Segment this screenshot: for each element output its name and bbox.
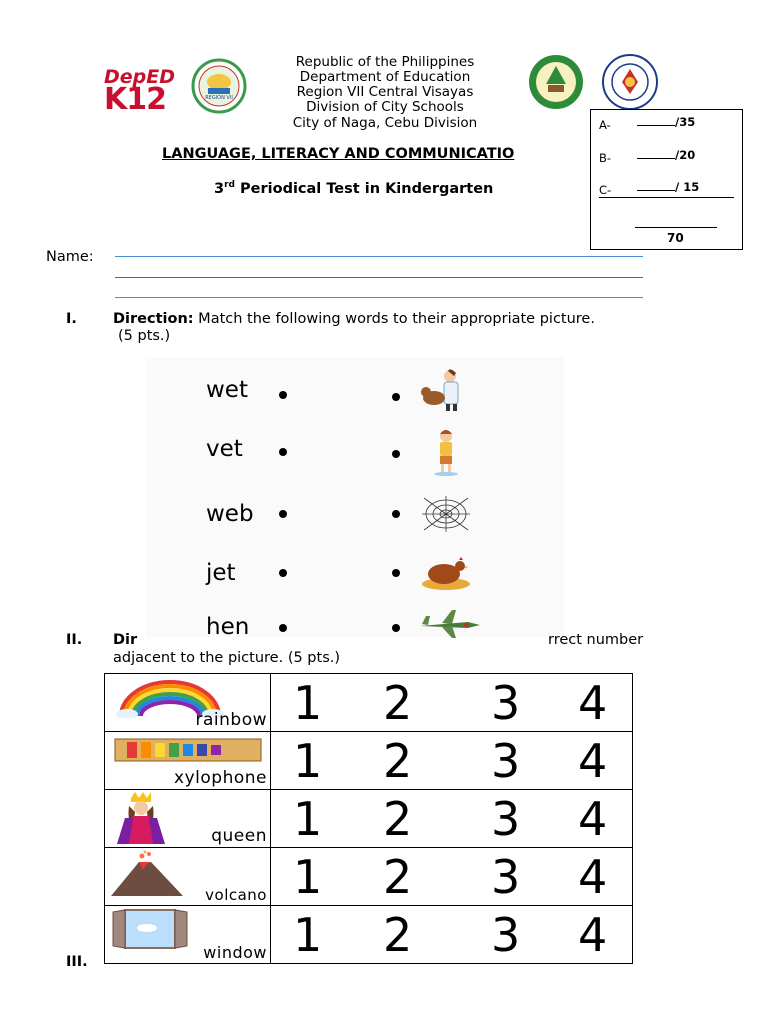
picture-dot-2[interactable] <box>392 450 400 458</box>
table-row <box>105 790 633 848</box>
word-dot-5[interactable] <box>279 624 287 632</box>
table-row <box>105 732 633 790</box>
number-option-4[interactable]: 4 <box>578 676 608 730</box>
number-cell <box>271 674 633 732</box>
name-line-top <box>115 256 643 257</box>
section1-direction <box>113 311 595 327</box>
number-option-1[interactable]: 1 <box>293 734 323 788</box>
match-word-3: web <box>206 501 254 527</box>
picture-label: queen <box>211 826 267 846</box>
score-label: B- <box>599 151 612 165</box>
deped-seal <box>600 54 660 110</box>
score-total-line <box>635 227 717 228</box>
jet-picture <box>418 608 474 648</box>
number-cell <box>271 906 633 964</box>
section2-direction-end: rrect number <box>548 632 644 648</box>
volcano-picture <box>109 850 185 898</box>
picture-cell-volcano <box>105 848 271 906</box>
score-divider <box>599 197 734 198</box>
word-dot-3[interactable] <box>279 510 287 518</box>
blank-line <box>637 115 675 126</box>
name-line-mid <box>115 277 643 278</box>
picture-cell-window <box>105 906 271 964</box>
number-option-3[interactable]: 3 <box>491 734 521 788</box>
score-row-c <box>599 183 611 197</box>
number-option-4[interactable]: 4 <box>578 850 608 904</box>
number-option-4[interactable]: 4 <box>578 792 608 846</box>
score-max: / 15 <box>675 180 700 194</box>
number-option-3[interactable]: 3 <box>491 676 521 730</box>
direction-text: Match the following words to their appropriate picture. <box>193 311 595 327</box>
vet-with-dog-picture <box>418 368 474 408</box>
picture-label: xylophone <box>174 768 267 788</box>
score-value-a <box>637 115 695 129</box>
score-value-c <box>637 180 699 194</box>
score-max: /35 <box>675 115 696 129</box>
score-label: A- <box>599 118 611 132</box>
number-option-1[interactable]: 1 <box>293 792 323 846</box>
score-value-b <box>637 148 695 162</box>
subtitle-prefix: 3 <box>214 180 225 197</box>
score-total: 70 <box>667 231 684 245</box>
k12-logo-text: K12 <box>104 82 166 117</box>
test-title: LANGUAGE, LITERACY AND COMMUNICATIO <box>162 146 515 162</box>
word-dot-4[interactable] <box>279 569 287 577</box>
picture-cell-queen <box>105 790 271 848</box>
section1-roman: I. <box>66 311 77 327</box>
score-label: C- <box>599 183 612 197</box>
number-option-2[interactable]: 2 <box>383 850 413 904</box>
header-line-4: Division of City Schools <box>306 99 464 115</box>
picture-cell-rainbow <box>105 674 271 732</box>
table-row <box>105 848 633 906</box>
number-option-3[interactable]: 3 <box>491 908 521 962</box>
name-line-bottom <box>115 297 643 298</box>
direction-label: Direction: <box>113 311 194 327</box>
word-dot-1[interactable] <box>279 391 287 399</box>
subtitle-rest: Periodical Test in Kindergarten <box>234 180 494 197</box>
number-cell <box>271 848 633 906</box>
xylophone-picture <box>113 736 263 766</box>
division-seal <box>526 54 586 110</box>
subtitle-sup: rd <box>224 180 235 190</box>
header-line-1: Republic of the Philippines <box>295 54 475 70</box>
number-cell <box>271 732 633 790</box>
section2-direction-line2: adjacent to the picture. (5 pts.) <box>113 650 341 666</box>
match-word-4: jet <box>206 560 236 586</box>
score-max: /20 <box>675 148 696 162</box>
match-word-2: vet <box>206 436 243 462</box>
section1-points: (5 pts.) <box>118 328 171 344</box>
deped-logo-text: DepED <box>104 66 176 88</box>
picture-dot-3[interactable] <box>392 510 400 518</box>
spider-web-picture <box>418 494 474 534</box>
number-option-3[interactable]: 3 <box>491 792 521 846</box>
section2-roman: II. <box>66 632 83 648</box>
number-option-1[interactable]: 1 <box>293 850 323 904</box>
picture-cell-xylophone <box>105 732 271 790</box>
number-option-4[interactable]: 4 <box>578 908 608 962</box>
section3-roman: III. <box>66 954 88 970</box>
name-label: Name: <box>46 249 94 265</box>
number-option-1[interactable]: 1 <box>293 676 323 730</box>
window-picture <box>111 908 191 950</box>
number-cell <box>271 790 633 848</box>
score-row-b <box>599 151 611 165</box>
picture-dot-5[interactable] <box>392 624 400 632</box>
blank-line <box>637 180 675 191</box>
picture-label: volcano <box>205 886 267 904</box>
syllable-table <box>104 673 633 964</box>
test-subtitle <box>214 180 493 197</box>
deped-k12-logo <box>104 66 176 118</box>
number-option-2[interactable]: 2 <box>383 792 413 846</box>
number-option-2[interactable]: 2 <box>383 908 413 962</box>
number-option-3[interactable]: 3 <box>491 850 521 904</box>
picture-label: window <box>203 943 267 962</box>
header-line-2: Department of Education <box>299 69 471 85</box>
header-line-5: City of Naga, Cebu Division <box>292 115 478 131</box>
header-line-3: Region VII Central Visayas <box>296 84 474 100</box>
wet-child-picture <box>418 428 474 468</box>
number-option-1[interactable]: 1 <box>293 908 323 962</box>
number-option-2[interactable]: 2 <box>383 676 413 730</box>
number-option-2[interactable]: 2 <box>383 734 413 788</box>
blank-line <box>637 148 675 159</box>
region-seal-text: REGION VII <box>205 95 233 101</box>
section2-direction-start: Dir <box>113 632 138 648</box>
table-row <box>105 674 633 732</box>
score-row-a <box>599 118 611 132</box>
picture-dot-4[interactable] <box>392 569 400 577</box>
word-dot-2[interactable] <box>279 448 287 456</box>
number-option-4[interactable]: 4 <box>578 734 608 788</box>
match-word-1: wet <box>206 377 248 403</box>
picture-label: rainbow <box>195 710 267 730</box>
picture-dot-1[interactable] <box>392 393 400 401</box>
table-row <box>105 906 633 964</box>
match-word-5: hen <box>206 614 250 640</box>
hen-picture <box>418 552 474 592</box>
queen-picture <box>111 792 171 846</box>
score-box <box>590 109 743 250</box>
